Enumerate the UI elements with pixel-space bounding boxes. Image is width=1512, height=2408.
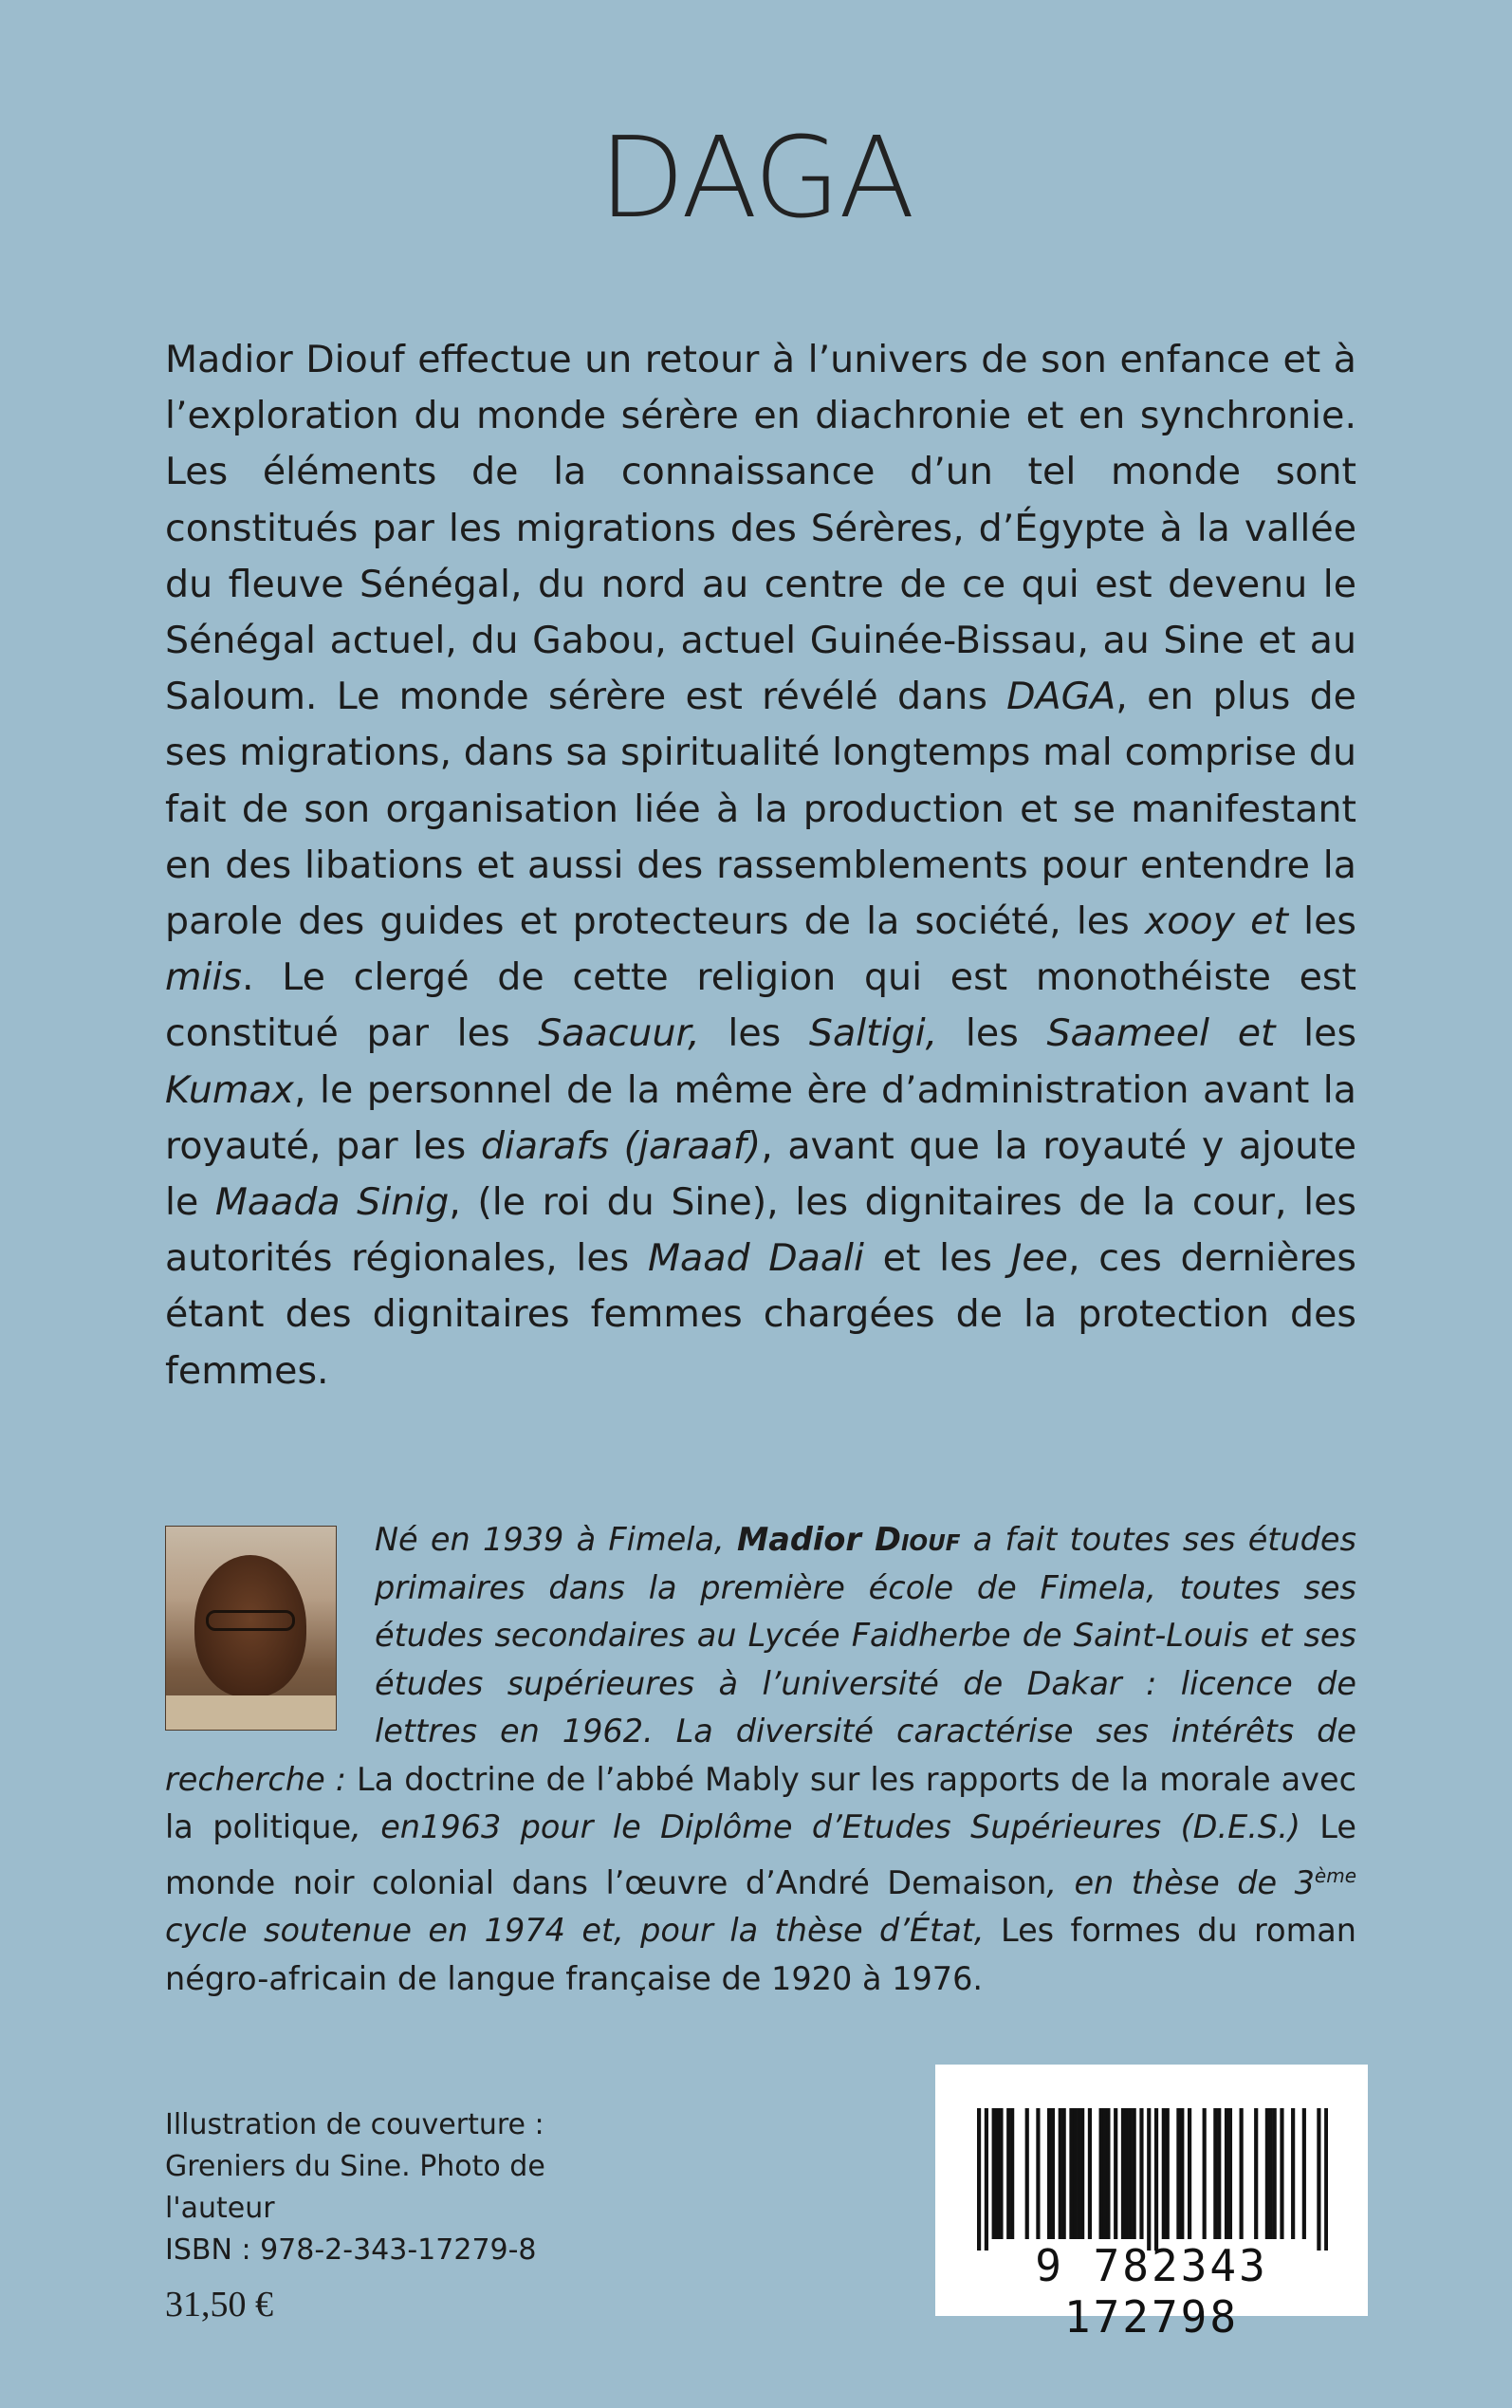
barcode-bar: [1147, 2108, 1151, 2251]
barcode-bar: [1047, 2108, 1051, 2239]
barcode-bar: [1176, 2108, 1180, 2239]
barcode-bar: [1265, 2108, 1269, 2239]
barcode-bar: [985, 2108, 988, 2251]
barcode-bar: [1302, 2108, 1306, 2239]
barcode-bar: [992, 2108, 996, 2239]
barcode-bar: [1254, 2108, 1258, 2239]
barcode-bar: [1051, 2108, 1055, 2239]
barcode-bar: [1077, 2108, 1080, 2239]
author-bio: Né en 1939 à Fimela, Madior Diouf a fait toutes ses études primaires dans la première école de Fimela, toutes ses études secondaires au Lycée Faidherbe de Saint-Louis et ses études supérieures à l’université de Dakar : licence de lettres en 1962. La diversité caractérise ses intérêts de recherche : La doctrine de l’abbé Mably sur les rapports de la morale avec la politique, en1963 pour le Diplôme d’Etudes Supérieures (D.E.S.) Le monde noir colonial dans l’œuvre d’André Demaison, en thèse de 3ème cycle soutenue en 1974 et, pour la thèse d’État, Les formes du roman négro-africain de langue française de 1920 à 1976.: [165, 1521, 1356, 1997]
barcode-bar: [1099, 2108, 1103, 2239]
barcode-bar: [1269, 2108, 1273, 2239]
barcode: [935, 2065, 1368, 2343]
isbn: ISBN : 978-2-343-17279-8: [165, 2233, 537, 2267]
barcode-bar: [1036, 2108, 1040, 2239]
barcode-bar: [1125, 2108, 1129, 2239]
barcode-bar: [999, 2108, 1003, 2239]
barcode-bar: [1080, 2108, 1084, 2239]
barcode-bar: [1280, 2108, 1283, 2239]
barcode-bar: [1025, 2108, 1029, 2239]
barcode-bar: [1291, 2108, 1295, 2239]
barcode-bar: [1006, 2108, 1010, 2239]
barcode-bar: [1180, 2108, 1184, 2239]
synopsis: Madior Diouf effectue un retour à l’univers de son enfance et à l’exploration du monde sérère en diachronie et en synchronie. Les éléments de la connaissance d’un tel monde sont constitués par les migrations des Sérères, d’Égypte à la vallée du fleuve Sénégal, du nord au centre de ce qui est devenu le Sénégal actuel, du Gabou, actuel Guinée-Bissau, au Sine et au Saloum. Le monde sérère est révélé dans DAGA, en plus de ses migrations, dans sa spiritualité longtemps mal comprise du fait de son organisation liée à la production et se manifestant en des libations et aussi des rassemblements pour entendre la parole des guides et protecteurs de la société, les xooy et les miis. Le clergé de cette religion qui est monothéiste est constitué par les Saacuur, les Saltigi, les Saameel et les Kumax, le personnel de la même ère d’administration avant la royauté, par les diarafs (jaraaf), avant que la royauté y ajoute le Maada Sinig, (le roi du Sine), les dignitaires de la cour, les autorités régionales, les Maad Daali et les Jee, ces dernières étant des dignitaires femmes chargées de la protection des femmes.: [165, 338, 1357, 1393]
barcode-bar: [1073, 2108, 1077, 2239]
barcode-bar: [1203, 2108, 1207, 2239]
barcode-bar: [1059, 2108, 1062, 2239]
barcode-bar: [1228, 2108, 1232, 2239]
barcode-bar: [995, 2108, 999, 2239]
barcode-bar: [1154, 2108, 1158, 2251]
barcode-bar: [1062, 2108, 1066, 2239]
barcode-bar: [1217, 2108, 1221, 2239]
barcode-bar: [1129, 2108, 1133, 2239]
barcode-bar: [1121, 2108, 1125, 2239]
book-title: DAGA: [599, 112, 913, 243]
barcode-bar: [1324, 2108, 1328, 2251]
barcode-bar: [1240, 2108, 1244, 2239]
barcode-bar: [1139, 2108, 1143, 2239]
cover-credit: Illustration de couverture : Greniers du Sine. Photo de l'auteur: [165, 2108, 545, 2225]
barcode-bar: [1088, 2108, 1092, 2239]
barcode-bar: [1166, 2108, 1170, 2239]
barcode-bar: [1069, 2108, 1073, 2239]
barcode-digits: 9 782343 172798: [1035, 2240, 1268, 2343]
barcode-bar: [977, 2108, 981, 2251]
barcode-bars: [977, 2108, 1328, 2251]
barcode-bar: [1106, 2108, 1110, 2239]
barcode-bar: [1225, 2108, 1228, 2239]
author-name: Madior Diouf: [736, 1521, 961, 1558]
barcode-bar: [1102, 2108, 1106, 2239]
price: 31,50 €: [165, 2285, 273, 2325]
barcode-bar: [1317, 2108, 1320, 2251]
barcode-bar: [1133, 2108, 1136, 2239]
author-photo: [165, 1526, 337, 1731]
barcode-bar: [1273, 2108, 1277, 2239]
barcode-bar: [1162, 2108, 1166, 2239]
barcode-bar: [1213, 2108, 1217, 2239]
barcode-bar: [1010, 2108, 1014, 2239]
barcode-bar: [1114, 2108, 1117, 2239]
barcode-bar: [1188, 2108, 1191, 2239]
